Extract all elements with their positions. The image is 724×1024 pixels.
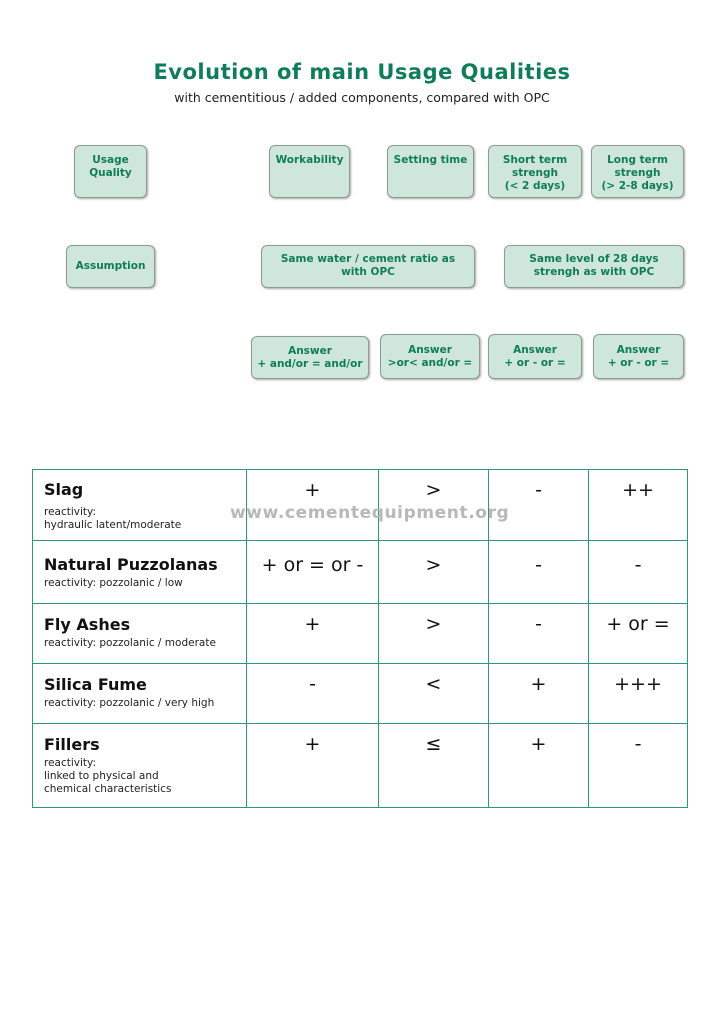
component-reactivity: reactivity: pozzolanic / very high — [44, 697, 215, 709]
workability-value: + — [304, 613, 321, 635]
setting-time-value: > — [425, 479, 442, 501]
long-term-strength-box: Long term strengh (> 2-8 days) — [591, 145, 684, 198]
setting-time-value: > — [425, 613, 442, 635]
short-term-cell — [489, 604, 589, 664]
component-reactivity: reactivity: pozzolanic / low — [44, 577, 183, 589]
workability-box: Workability — [269, 145, 350, 198]
answer-workability-box: Answer + and/or = and/or — [251, 336, 369, 379]
workability-cell — [247, 541, 379, 604]
page-subtitle: with cementitious / added components, compared with OPC — [174, 90, 550, 105]
component-name: Silica Fume — [44, 675, 147, 694]
assumption-box: Assumption — [66, 245, 155, 288]
workability-value: + — [304, 479, 321, 501]
setting-time-value: ≤ — [425, 733, 442, 755]
table-row — [33, 541, 688, 604]
short-term-cell — [489, 664, 589, 724]
workability-cell — [247, 664, 379, 724]
answer-setting-time-box: Answer >or< and/or = — [380, 334, 480, 379]
answer-long-term-box: Answer + or - or = — [593, 334, 684, 379]
workability-value: + — [304, 733, 321, 755]
short-term-value: + — [530, 673, 547, 695]
component-cell — [33, 541, 247, 604]
short-term-value: - — [535, 554, 542, 576]
table-row — [33, 724, 688, 808]
short-term-cell — [489, 541, 589, 604]
short-term-strength-box: Short term strengh (< 2 days) — [488, 145, 582, 198]
component-cell — [33, 724, 247, 808]
setting-time-value: < — [425, 673, 442, 695]
component-reactivity: reactivity: hydraulic latent/moderate — [44, 506, 182, 531]
component-cell — [33, 664, 247, 724]
component-cell — [33, 604, 247, 664]
setting-time-cell — [379, 541, 489, 604]
component-name: Slag — [44, 480, 84, 499]
workability-cell — [247, 724, 379, 808]
setting-time-box: Setting time — [387, 145, 474, 198]
long-term-cell — [589, 724, 688, 808]
table-row — [33, 664, 688, 724]
short-term-cell — [489, 724, 589, 808]
setting-time-cell — [379, 664, 489, 724]
answer-short-term-box: Answer + or - or = — [488, 334, 582, 379]
component-reactivity: reactivity: pozzolanic / moderate — [44, 637, 216, 649]
long-term-value: +++ — [614, 673, 662, 695]
long-term-value: + or = — [606, 613, 670, 635]
setting-time-cell — [379, 724, 489, 808]
workability-value: + or = or - — [261, 554, 364, 576]
usage-quality-box: Usage Quality — [74, 145, 147, 198]
long-term-value: ++ — [622, 479, 654, 501]
long-term-value: - — [634, 554, 642, 576]
setting-time-cell — [379, 604, 489, 664]
page-title: Evolution of main Usage Qualities — [153, 60, 571, 84]
long-term-cell — [589, 664, 688, 724]
long-term-cell — [589, 604, 688, 664]
same-ratio-box: Same water / cement ratio as with OPC — [261, 245, 475, 288]
table-row — [33, 604, 688, 664]
workability-value: - — [309, 673, 316, 695]
component-reactivity: reactivity: linked to physical and chemical characteristics — [44, 757, 172, 795]
component-cell — [33, 470, 247, 541]
component-name: Fillers — [44, 735, 100, 754]
long-term-value: - — [634, 733, 642, 755]
same-level-box: Same level of 28 days strengh as with OPC — [504, 245, 684, 288]
short-term-value: - — [535, 479, 542, 501]
setting-time-value: > — [425, 554, 442, 576]
short-term-value: + — [530, 733, 547, 755]
component-name: Fly Ashes — [44, 615, 131, 634]
short-term-value: - — [535, 613, 542, 635]
long-term-cell — [589, 470, 688, 541]
watermark-text: www.cementequipment.org — [230, 503, 510, 523]
workability-cell — [247, 604, 379, 664]
long-term-cell — [589, 541, 688, 604]
component-name: Natural Puzzolanas — [44, 555, 218, 574]
